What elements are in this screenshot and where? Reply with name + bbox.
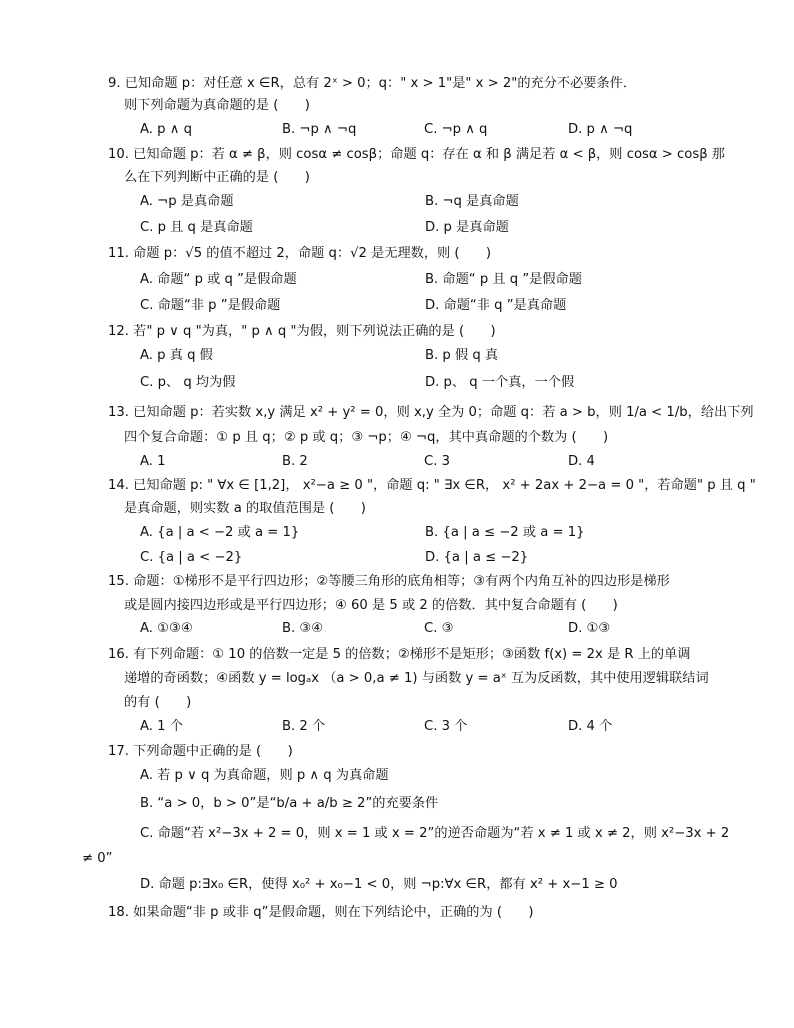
q15-option-c: C. ③ xyxy=(424,621,454,636)
question-16-stem-cont: 递增的奇函数；④函数 y = logₐx （a > 0,a ≠ 1) 与函数 y = aˣ 互为反函数，其中使用逻辑联结词 xyxy=(124,671,709,686)
q16-option-d: D. 4 个 xyxy=(568,719,613,734)
q9-option-d: D. p ∧ ¬q xyxy=(568,122,633,137)
q12-option-b: B. p 假 q 真 xyxy=(425,348,499,363)
question-11-stem: 11. 命题 p：√5 的值不超过 2，命题 q：√2 是无理数，则 ( ) xyxy=(108,246,492,261)
q14-option-b: B. {a | a ≤ −2 或 a = 1} xyxy=(425,525,585,540)
q16-option-b: B. 2 个 xyxy=(282,719,326,734)
q17-option-b: B. “a > 0，b > 0”是“b/a + a/b ≥ 2”的充要条件 xyxy=(140,796,439,811)
q13-option-c: C. 3 xyxy=(424,454,450,469)
question-10-stem: 10. 已知命题 p：若 α ≠ β，则 cosα ≠ cosβ；命题 q：存在 α 和 β 满足若 α < β，则 cosα > cosβ 那 xyxy=(108,147,725,162)
q13-option-d: D. 4 xyxy=(568,454,595,469)
q12-option-c: C. p、 q 均为假 xyxy=(140,375,236,390)
q10-option-c: C. p 且 q 是真命题 xyxy=(140,220,253,235)
question-13-stem-cont: 四个复合命题：① p 且 q；② p 或 q；③ ¬p；④ ¬q，其中真命题的个数为 ( ) xyxy=(124,430,609,445)
q13-option-b: B. 2 xyxy=(282,454,308,469)
question-9-stem: 9. 已知命题 p：对任意 x ∈R，总有 2ˣ > 0；q：" x > 1"是" x > 2"的充分不必要条件． xyxy=(108,76,637,91)
q13-option-a: A. 1 xyxy=(140,454,166,469)
q9-option-a: A. p ∧ q xyxy=(140,122,192,137)
q11-option-c: C. 命题“非 p ”是假命题 xyxy=(140,298,281,313)
question-15-stem-cont: 或是圆内接四边形或是平行四边形；④ 60 是 5 或 2 的倍数．其中复合命题有 ( ) xyxy=(124,598,618,613)
q11-option-d: D. 命题“非 q ”是真命题 xyxy=(425,298,567,313)
question-13-stem: 13. 已知命题 p：若实数 x,y 满足 x² + y² = 0，则 x,y 全为 0；命题 q：若 a > b，则 1/a < 1/b，给出下列 xyxy=(108,405,754,420)
q17-option-c: C. 命题“若 x²−3x + 2 = 0，则 x = 1 或 x = 2”的逆否命题为“若 x ≠ 1 或 x ≠ 2，则 x²−3x + 2 xyxy=(140,826,730,841)
q12-option-a: A. p 真 q 假 xyxy=(140,348,213,363)
q14-option-a: A. {a | a < −2 或 a = 1} xyxy=(140,525,300,540)
question-16-stem-cont2: 的有 ( ) xyxy=(124,695,192,710)
q10-option-a: A. ¬p 是真命题 xyxy=(140,194,234,209)
question-14-stem-cont: 是真命题，则实数 a 的取值范围是 ( ) xyxy=(124,501,366,516)
question-15-stem: 15. 命题：①梯形不是平行四边形；②等腰三角形的底角相等；③有两个内角互补的四边形是梯形 xyxy=(108,574,670,589)
q11-option-a: A. 命题“ p 或 q ”是假命题 xyxy=(140,272,297,287)
q14-option-c: C. {a | a < −2} xyxy=(140,550,243,565)
q14-option-d: D. {a | a ≤ −2} xyxy=(425,550,529,565)
q16-option-a: A. 1 个 xyxy=(140,719,183,734)
question-16-stem: 16. 有下列命题：① 10 的倍数一定是 5 的倍数；②梯形不是矩形；③函数 f(x) = 2x 是 R 上的单调 xyxy=(108,647,691,662)
q17-option-c-wrap: ≠ 0” xyxy=(82,851,113,866)
q16-option-c: C. 3 个 xyxy=(424,719,468,734)
question-12-stem: 12. 若" p ∨ q "为真，" p ∧ q "为假，则下列说法正确的是 ( ) xyxy=(108,324,496,339)
q12-option-d: D. p、 q 一个真，一个假 xyxy=(425,375,575,390)
q10-option-b: B. ¬q 是真命题 xyxy=(425,194,519,209)
q9-option-c: C. ¬p ∧ q xyxy=(424,122,488,137)
q15-option-b: B. ③④ xyxy=(282,621,324,636)
question-10-stem-cont: 么在下列判断中正确的是 ( ) xyxy=(124,170,310,185)
q10-option-d: D. p 是真命题 xyxy=(425,220,509,235)
question-14-stem: 14. 已知命题 p: " ∀x ∈ [1,2]， x²−a ≥ 0 "，命题 q: " ∃x ∈R， x² + 2ax + 2−a = 0 "，若命题" p 且 q " xyxy=(108,478,756,493)
question-18-stem: 18. 如果命题“非 p 或非 q”是假命题，则在下列结论中，正确的为 ( ) xyxy=(108,905,534,920)
q15-option-d: D. ①③ xyxy=(568,621,611,636)
q15-option-a: A. ①③④ xyxy=(140,621,193,636)
q11-option-b: B. 命题“ p 且 q ”是假命题 xyxy=(425,272,582,287)
question-17-stem: 17. 下列命题中正确的是 ( ) xyxy=(108,744,293,759)
q9-option-b: B. ¬p ∧ ¬q xyxy=(282,122,357,137)
question-9-stem-cont: 则下列命题为真命题的是 ( ) xyxy=(124,98,310,113)
q17-option-a: A. 若 p ∨ q 为真命题，则 p ∧ q 为真命题 xyxy=(140,768,389,783)
q17-option-d: D. 命题 p:∃x₀ ∈R，使得 x₀² + x₀−1 < 0，则 ¬p:∀x ∈R，都有 x² + x−1 ≥ 0 xyxy=(140,877,618,892)
